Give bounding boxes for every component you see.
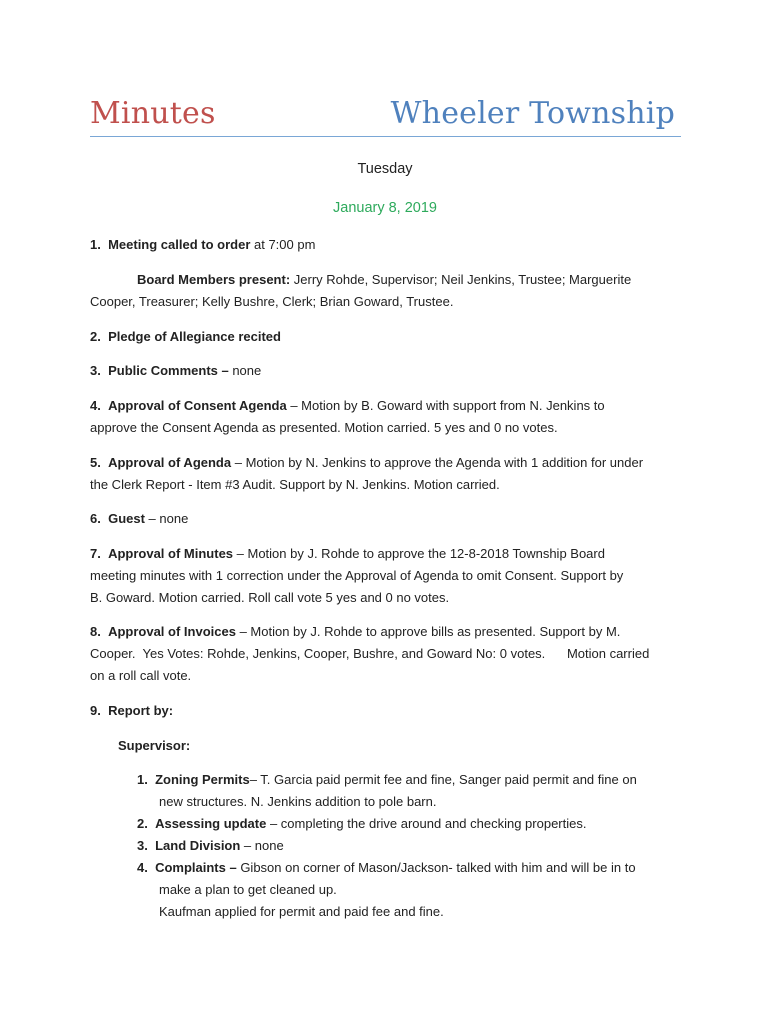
minutes-title: Minutes (90, 96, 216, 131)
sub-item-number: 1. (137, 772, 148, 787)
sub-item-number: 3. (137, 838, 148, 853)
item-text: – Motion by J. Rohde to approve the 12-8-2018 Township Board (233, 546, 605, 561)
item-text: – Motion by J. Rohde to approve bills as presented. Support by M. (235, 624, 621, 639)
supervisor-item-assessing (137, 813, 586, 835)
item-meeting-called (90, 234, 315, 256)
item-public-comments (90, 360, 261, 382)
item-text: – Motion by B. Goward with support from N. Jenkins to (286, 398, 605, 413)
sub-item-label: Complaints – (155, 860, 237, 875)
supervisor-item-complaints (137, 857, 636, 879)
item-label: Meeting called to order (108, 237, 251, 252)
item-text: – Motion by N. Jenkins to approve the Agenda with 1 addition for under (231, 455, 644, 470)
item-approval-agenda-line2: the Clerk Report - Item #3 Audit. Support by N. Jenkins. Motion carried. (90, 477, 500, 492)
item-consent-agenda (90, 395, 605, 417)
item-number: 4. (90, 398, 101, 413)
sub-item-label: Land Division (155, 838, 241, 853)
item-text: – none (144, 511, 189, 526)
item-label: Approval of Invoices (108, 624, 236, 639)
board-members-text: Jerry Rohde, Supervisor; Neil Jenkins, Trustee; Marguerite (290, 272, 632, 287)
item-number: 9. (90, 703, 101, 718)
item-number: 2. (90, 329, 101, 344)
item-label: Guest (108, 511, 145, 526)
supervisor-item-complaints-line3: Kaufman applied for permit and paid fee and fine. (159, 904, 444, 919)
supervisor-item-complaints-line2: make a plan to get cleaned up. (159, 882, 337, 897)
item-label: Approval of Agenda (108, 455, 232, 470)
item-label: Report by: (108, 703, 174, 718)
document-header (90, 92, 681, 137)
item-text: none (228, 363, 262, 378)
item-label: Public Comments – (108, 363, 229, 378)
item-text: at 7:00 pm (250, 237, 316, 252)
item-approval-invoices-line3: on a roll call vote. (90, 668, 192, 683)
item-number: 8. (90, 624, 101, 639)
item-approval-invoices (90, 621, 620, 643)
item-pledge (90, 326, 281, 348)
item-approval-agenda (90, 452, 643, 474)
sub-item-text: – T. Garcia paid permit fee and fine, Sanger paid permit and fine on (249, 772, 637, 787)
item-number: 3. (90, 363, 101, 378)
supervisor-item-land-division (137, 835, 284, 857)
meeting-date: January 8, 2019 (333, 200, 437, 216)
item-label: Pledge of Allegiance recited (108, 329, 281, 344)
supervisor-item-zoning (137, 769, 637, 791)
sub-item-number: 2. (137, 816, 148, 831)
supervisor-item-zoning-line2: new structures. N. Jenkins addition to pole barn. (159, 794, 437, 809)
sub-item-text: Gibson on corner of Mason/Jackson- talked with him and will be in to (236, 860, 636, 875)
board-members-line2: Cooper, Treasurer; Kelly Bushre, Clerk; Brian Goward, Trustee. (90, 294, 454, 309)
item-approval-minutes (90, 543, 605, 565)
meeting-day: Tuesday (357, 161, 413, 177)
sub-item-text: – none (240, 838, 284, 853)
board-members-label: Board Members present: (137, 272, 291, 287)
supervisor-heading-label: Supervisor: (118, 738, 191, 753)
sub-item-label: Zoning Permits (155, 772, 250, 787)
township-title: Wheeler Township (390, 96, 675, 131)
item-label: Approval of Minutes (108, 546, 234, 561)
item-number: 7. (90, 546, 101, 561)
sub-item-text: – completing the drive around and checking properties. (266, 816, 587, 831)
item-guest (90, 508, 188, 530)
board-members-line1 (137, 269, 631, 291)
item-number: 6. (90, 511, 101, 526)
item-consent-agenda-line2: approve the Consent Agenda as presented. Motion carried. 5 yes and 0 no votes. (90, 420, 558, 435)
item-label: Approval of Consent Agenda (108, 398, 287, 413)
sub-item-number: 4. (137, 860, 148, 875)
item-number: 5. (90, 455, 101, 470)
item-report-by (90, 700, 173, 722)
item-approval-invoices-line2: Cooper. Yes Votes: Rohde, Jenkins, Cooper, Bushre, and Goward No: 0 votes. Motion carried (90, 646, 650, 661)
item-approval-minutes-line3: B. Goward. Motion carried. Roll call vote 5 yes and 0 no votes. (90, 590, 450, 605)
item-approval-minutes-line2: meeting minutes with 1 correction under the Approval of Agenda to omit Consent. Support by (90, 568, 624, 583)
item-number: 1. (90, 237, 101, 252)
supervisor-heading (118, 735, 190, 757)
sub-item-label: Assessing update (155, 816, 267, 831)
